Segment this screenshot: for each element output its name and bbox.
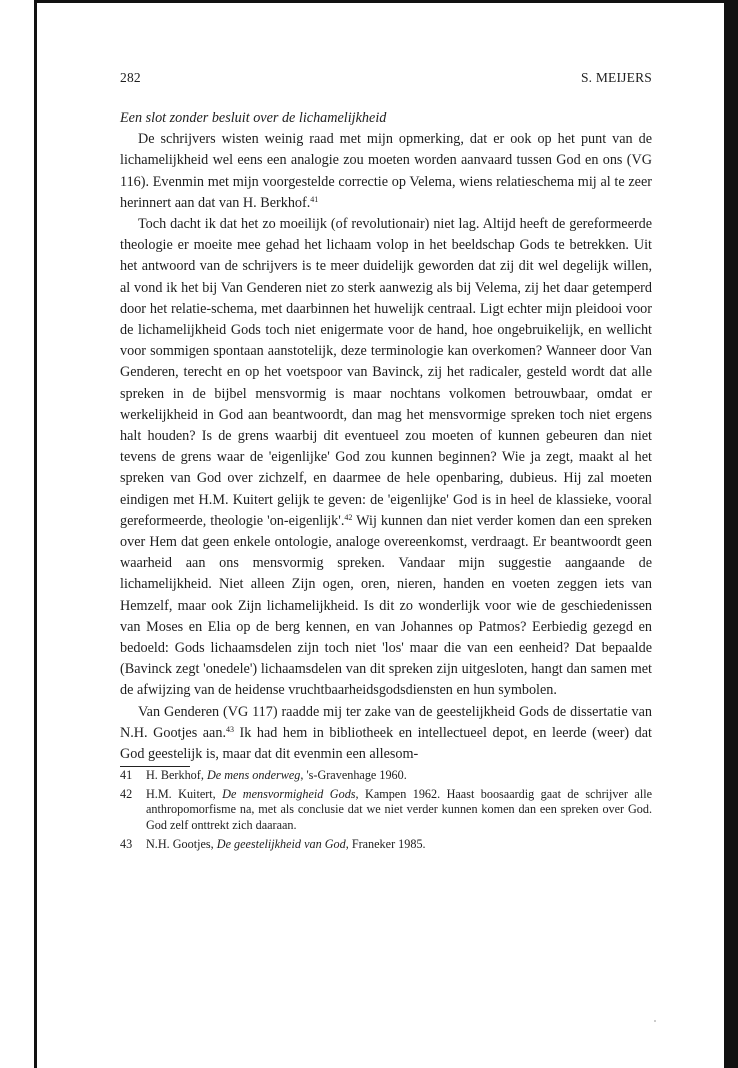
- paragraph: Toch dacht ik dat het zo moeilijk (of revolutionair) niet lag. Altijd heeft de gereformeerde theologie er moeite mee gehad het lichaam volop in het beeldschap Gods te betrekken. Uit het antwoord van de schrijvers is te meer duidelijk geworden dat zij dit wel degelijk willen, al vond ik het bij Van Genderen niet zo sterk aanwezig als bij Velema, zij het daar getemperd door het relatie-schema, met daarbinnen het huwelijk centraal. Ligt echter mijn pleidooi voor de lichamelijkheid Gods toch niet enigermate voor de hand, hoe ongebruikelijk, en wellicht voor sommigen spontaan aanstotelijk, deze terminologie kan overkomen? Wanneer door Van Genderen, terecht en op het voetspoor van Bavinck, zij het radicaler, gesteld wordt dat alle spreken in de bijbel mensvormig is maar nochtans volkomen betrouwbaar, omdat er werkelijkheid in God aan beantwoordt, dan mag het mensvormige spreken toch niet ergens halt houden? Is de grens waarbij dit eventueel zou moeten of kunnen gebeuren dan niet tevens de grens waar de 'eigenlijke' God zou kunnen beginnen? Wie ja zegt, maakt al het spreken van God over zichzelf, en daarmee de hele openbaring, dubieus. Hij zal moeten eindigen met H.M. Kuitert gelijk te geven: de 'eigenlijke' God is in heel de klassieke, vooral gereformeerde, theologie 'on-eigenlijk'.$^{42}$ Wij kunnen dan niet verder komen dan een spreken over Hem dat geen enkele ontologie, analoge overeenkomst, verdraagt. Er beantwoordt geen waarheid aan ons mensvormig spreken. Vandaar mijn suggestie aangaande de lichamelijkheid. Niet alleen Zijn ogen, oren, nieren, handen en voeten zeggen iets van Hemzelf, maar ook Zijn lichamelijkheid. Is dit zo wonderlijk voor wie de geschiedenissen van Moses en Elia op de berg kennen, en van Johannes op Patmos? Eerbiedig gezegd en bedoeld: Gods lichaamsdelen zijn toch niet 'los' maar die van een eenheid? Dat bepaalde (Bavinck zegt 'onedele') lichaamsdelen van dit spreken zijn uitgesloten, hangt dan samen met de afwijzing van de heidense vruchtbaarheidsgodsdiensten en hun symbolen.: [120, 216, 652, 699]
- footnotes: [120, 768, 652, 852]
- footnote-number: 43: [120, 836, 133, 851]
- scan-border-left: [34, 0, 37, 1068]
- book-page: [120, 70, 652, 855]
- paragraph: De schrijvers wisten weinig raad met mijn opmerking, dat er ook op het punt van de lichamelijkheid wel eens een analogie zou moeten worden aanvaard tussen God en ons (VG 116). Evenmin met mijn voorgestelde correctie op Velema, wiens relatieschema mij al te zeer herinnert aan dat van H. Berkhof.$^{41}$: [120, 131, 652, 211]
- footnote: [120, 837, 652, 853]
- section-title: Een slot zonder besluit over de lichamelijkheid: [120, 110, 387, 126]
- footnote-text: H.M. Kuitert, De mensvormigheid Gods, Kampen 1962. Haast boosaardig gaat de schrijver alle anthropomorfisme na, met als conclusie dat we niet verder kunnen komen dan een spreken over God. God zelf onttrekt zich daaraan.: [146, 786, 652, 833]
- footnote-ref[interactable]: 43: [226, 724, 234, 734]
- page-header: [120, 70, 652, 86]
- paragraph: Van Genderen (VG 117) raadde mij ter zake van de geestelijkheid Gods de dissertatie van N.H. Gootjes aan.$^{43}$ Ik had hem in bibliotheek en intellectueel depot, en leerde (weer) dat God geestelijk is, maar dat dit evenmin een allesom-: [120, 703, 652, 763]
- footnote-number: 42: [120, 786, 133, 801]
- scan-border-top: [34, 0, 738, 3]
- footnote-book-title: De mensvormigheid Gods: [222, 786, 356, 801]
- scan-border-right: [724, 0, 738, 1068]
- footnote-ref[interactable]: 41: [310, 194, 319, 204]
- page-number: 282: [120, 70, 141, 85]
- footnote: [120, 768, 652, 784]
- footnote-rule: [120, 766, 190, 767]
- scan-speck: [654, 1020, 656, 1022]
- footnote-text: H. Berkhof, De mens onderweg, 's-Gravenhage 1960.: [146, 768, 407, 783]
- footnote-book-title: De mens onderweg: [206, 768, 301, 783]
- footnote-book-title: De geestelijkheid van God: [216, 836, 346, 851]
- footnote-text: N.H. Gootjes, De geestelijkheid van God, Franeker 1985.: [146, 836, 426, 851]
- footnote: [120, 787, 652, 834]
- footnote-ref[interactable]: 42: [344, 512, 353, 522]
- footnote-number: 41: [120, 768, 133, 783]
- body-text: [120, 129, 652, 765]
- running-head: S. MEIJERS: [580, 70, 652, 85]
